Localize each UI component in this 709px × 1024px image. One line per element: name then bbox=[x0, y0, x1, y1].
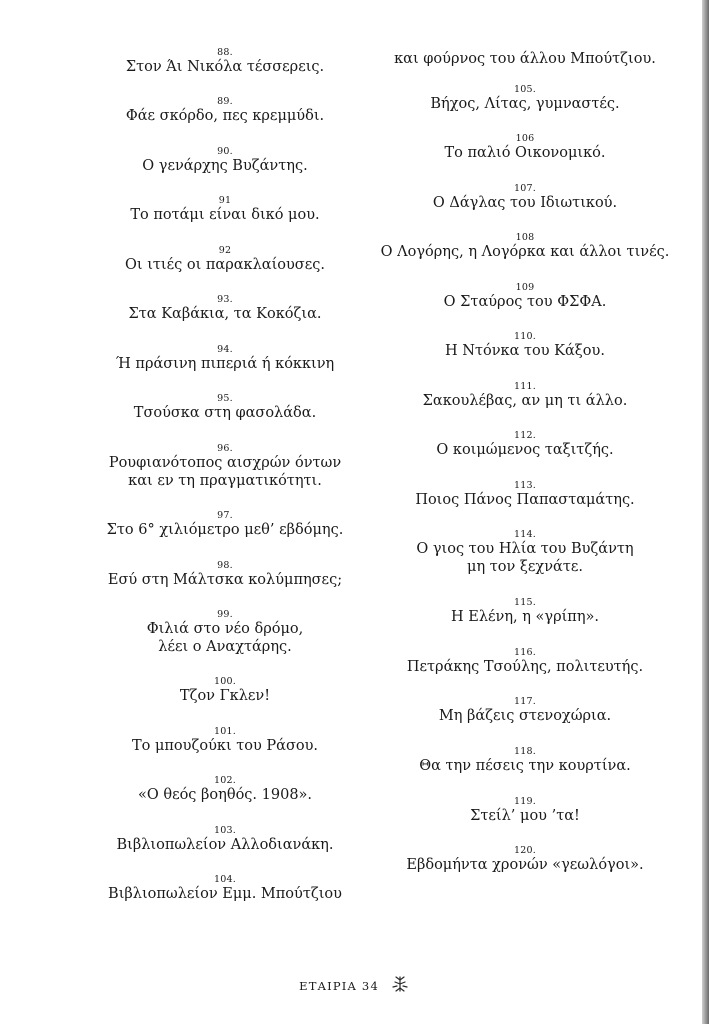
entry-number: 104. bbox=[214, 874, 236, 885]
entry-text: Ο κοιμώμενος ταξιτζής. bbox=[436, 442, 614, 458]
ornament-icon bbox=[390, 974, 410, 997]
entry-number: 88. bbox=[217, 47, 233, 58]
entry-text: Βιβλιοπωλείον Εμμ. Μπούτζιου bbox=[108, 886, 342, 902]
entry bbox=[370, 845, 680, 874]
entry-text: και φούρνος του άλλου Μπούτζιου. bbox=[394, 51, 656, 67]
entry-number: 92 bbox=[218, 245, 232, 256]
entry bbox=[60, 195, 390, 224]
entry bbox=[60, 510, 390, 539]
entry-text: Ποιος Πάνος Παπασταμάτης. bbox=[415, 492, 635, 508]
entry-number: 109 bbox=[515, 282, 535, 293]
entry-number: 91 bbox=[218, 195, 232, 206]
entry bbox=[60, 676, 390, 705]
entry bbox=[370, 133, 680, 162]
entry-number: 89. bbox=[217, 96, 233, 107]
entry bbox=[370, 183, 680, 212]
entry-number: 94. bbox=[217, 344, 233, 355]
entry-number: 102. bbox=[214, 775, 236, 786]
entry bbox=[370, 84, 680, 113]
entry bbox=[370, 232, 680, 261]
entry-text: Φάε σκόρδο, πες κρεμμύδι. bbox=[125, 108, 325, 124]
entry-text: Στον Άι Νικόλα τέσσερεις. bbox=[125, 59, 325, 75]
entry-number: 106 bbox=[515, 133, 535, 144]
entry bbox=[370, 282, 680, 311]
entry-text: Βήχος, Λίτας, γυμναστές. bbox=[430, 96, 620, 112]
entry-text: Το παλιό Οικονομικό. bbox=[444, 145, 606, 161]
entry-text: λέει ο Αναχτάρης. bbox=[158, 639, 292, 655]
entry-number: 117. bbox=[514, 696, 536, 707]
entry-text: Βιβλιοπωλείον Αλλοδιανάκη. bbox=[116, 837, 334, 853]
entry bbox=[60, 146, 390, 175]
entry-number: 116. bbox=[514, 647, 536, 658]
entry-number: 108 bbox=[515, 232, 535, 243]
entry-text: Εβδομήντα χρονών «γεωλόγοι». bbox=[406, 857, 644, 873]
entry bbox=[60, 245, 390, 274]
entry-number: 96. bbox=[217, 443, 233, 454]
entry bbox=[60, 294, 390, 323]
entry bbox=[370, 796, 680, 825]
entry bbox=[370, 696, 680, 725]
entry-number: 98. bbox=[217, 560, 233, 571]
entry bbox=[370, 647, 680, 676]
entry-number: 101. bbox=[214, 726, 236, 737]
entry-text: Οι ιτιές οι παρακλαίουσες. bbox=[125, 257, 325, 273]
entry-text: Εσύ στη Μάλτσκα κολύμπησες; bbox=[107, 572, 343, 588]
entry-number: 114. bbox=[514, 529, 536, 540]
entry-text: Σακουλέβας, αν μη τι άλλο. bbox=[422, 393, 628, 409]
entry-text: Ο Λογόρης, η Λογόρκα και άλλοι τινές. bbox=[380, 244, 670, 260]
entry-text: Φιλιά στο νέο δρόμο, bbox=[146, 621, 304, 637]
entry-text: Ο Δάγλας του Ιδιωτικού. bbox=[432, 195, 618, 211]
entry-number: 105. bbox=[514, 84, 536, 95]
entry-text: Η Ελένη, η «γρίπη». bbox=[450, 609, 599, 625]
entry bbox=[60, 393, 390, 422]
entry-text: Θα την πέσεις την κουρτίνα. bbox=[419, 758, 631, 774]
entry-number: 95. bbox=[217, 393, 233, 404]
entry-number: 118. bbox=[514, 746, 536, 757]
entry-number: 119. bbox=[514, 796, 536, 807]
entry bbox=[60, 443, 390, 490]
page-edge-shadow bbox=[702, 0, 709, 1024]
entry bbox=[60, 560, 390, 589]
entry-number: 97. bbox=[217, 510, 233, 521]
entry-text: Στο 6° χιλιόμετρο μεθ’ εβδόμης. bbox=[106, 522, 344, 538]
entry-text: Ο Σταύρος του ΦΣΦΑ. bbox=[443, 294, 607, 310]
entry bbox=[370, 331, 680, 360]
entry-number: 103. bbox=[214, 825, 236, 836]
page-number: 34 bbox=[361, 978, 379, 993]
entry bbox=[370, 50, 680, 68]
entry-number: 93. bbox=[217, 294, 233, 305]
entry-text: Στα Καβάκια, τα Κοκόζια. bbox=[128, 306, 322, 322]
entry-number: 111. bbox=[514, 381, 536, 392]
entry-text: Ο γιος του Ηλία του Βυζάντη bbox=[416, 541, 634, 557]
entry-text: Στείλ’ μου ’τα! bbox=[470, 808, 580, 824]
page-footer bbox=[0, 974, 709, 997]
entry-text: μη τον ξεχνάτε. bbox=[467, 559, 583, 575]
entry bbox=[60, 775, 390, 804]
entry bbox=[370, 480, 680, 509]
entry-text: Ο γενάρχης Βυζάντης. bbox=[142, 158, 308, 174]
entry-number: 107. bbox=[514, 183, 536, 194]
footer-label: ΕΤΑΙΡΙΑ bbox=[299, 978, 358, 993]
entry-number: 113. bbox=[514, 480, 536, 491]
entry-number: 112. bbox=[514, 430, 536, 441]
entry-text: Η Ντόνκα του Κάξου. bbox=[445, 343, 605, 359]
entry-text: Μη βάζεις στενοχώρια. bbox=[438, 708, 612, 724]
entry-text: και εν τη πραγματικότητι. bbox=[128, 473, 322, 489]
entry-number: 110. bbox=[514, 331, 536, 342]
entry-text: Ρουφιανότοπος αισχρών όντων bbox=[108, 455, 342, 471]
entry bbox=[60, 874, 390, 903]
entry bbox=[60, 47, 390, 76]
entry-text: Τζον Γκλεν! bbox=[179, 688, 271, 704]
entry bbox=[60, 609, 390, 656]
entry-text: Το μπουζούκι του Ράσου. bbox=[131, 738, 319, 754]
entry-number: 100. bbox=[214, 676, 236, 687]
entry-number: 120. bbox=[514, 845, 536, 856]
entry bbox=[370, 381, 680, 410]
entry-number: 99. bbox=[217, 609, 233, 620]
entry-text: Το ποτάμι είναι δικό μου. bbox=[130, 207, 320, 223]
entry bbox=[370, 529, 680, 576]
entry-number: 90. bbox=[217, 146, 233, 157]
entry bbox=[370, 597, 680, 626]
entry bbox=[60, 344, 390, 373]
entry-text: «Ο θεός βοηθός. 1908». bbox=[137, 787, 313, 803]
entry-text: Πετράκης Τσούλης, πολιτευτής. bbox=[406, 659, 644, 675]
entry bbox=[60, 726, 390, 755]
entry bbox=[60, 96, 390, 125]
entry-text: Τσούσκα στη φασολάδα. bbox=[133, 405, 317, 421]
entry bbox=[370, 746, 680, 775]
entry bbox=[60, 825, 390, 854]
entry-text: Ή πράσινη πιπεριά ή κόκκινη bbox=[115, 356, 335, 372]
entry bbox=[370, 430, 680, 459]
entry-number: 115. bbox=[514, 597, 536, 608]
